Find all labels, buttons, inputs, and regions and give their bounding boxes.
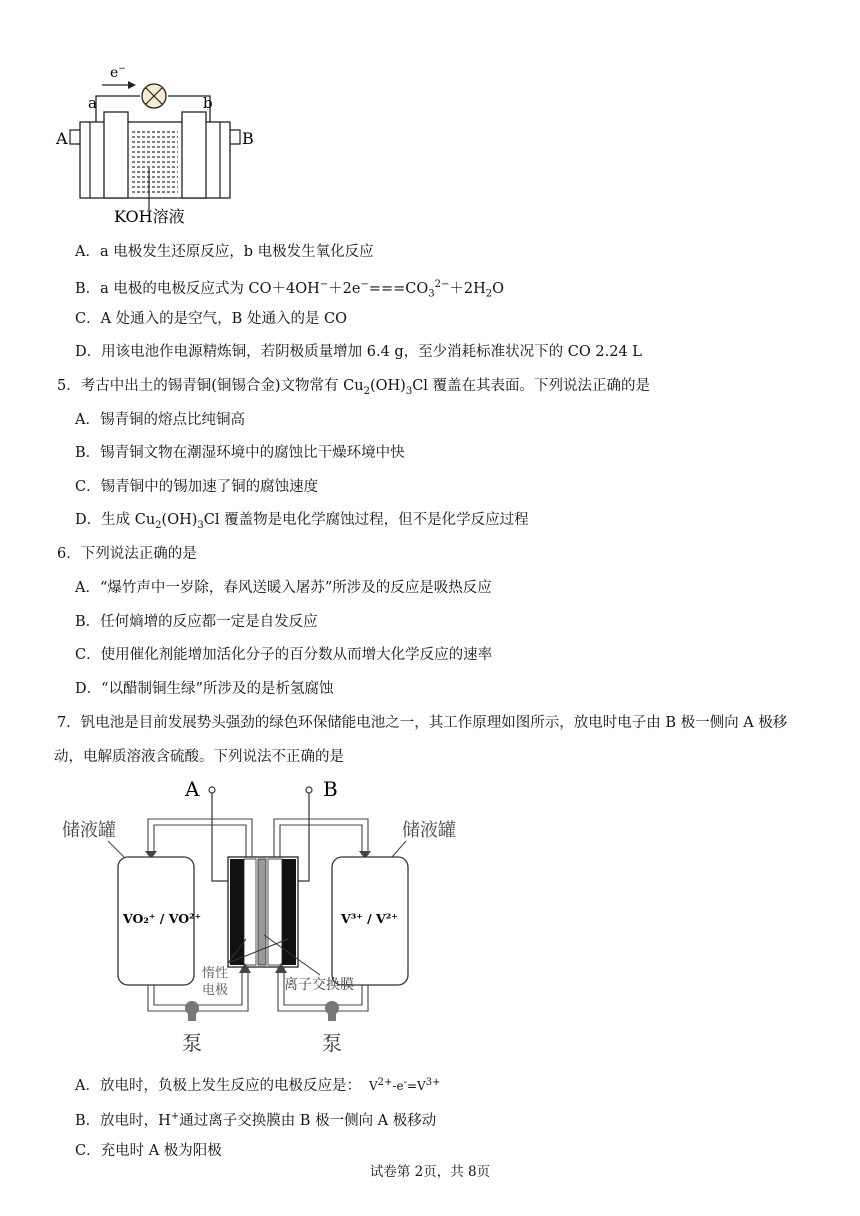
- q4-option-a: A．a 电极发生还原反应，b 电极发生氧化反应: [75, 244, 374, 260]
- electron-label: e−: [110, 64, 126, 81]
- terminal-b: B: [323, 777, 338, 801]
- q5-option-a: A．锡青铜的熔点比纯铜高: [75, 412, 245, 428]
- koh-solution: [132, 132, 178, 192]
- tank-left-label: 储液罐: [62, 820, 116, 841]
- tank-right-label: 储液罐: [402, 820, 456, 841]
- pump-left-icon: [185, 1001, 199, 1021]
- q6-option-b: B．任何熵增的反应都一定是自发反应: [75, 614, 318, 630]
- q7-option-a: A．放电时，负极上发生反应的电极反应是： $V^{2+}-e^-=V^{3+}$: [75, 1077, 441, 1094]
- inert-electrode-label-2: 电极: [202, 983, 229, 998]
- pump-left-label: 泵: [182, 1031, 202, 1055]
- page-footer: 试卷第 2页，共 8页: [369, 1164, 491, 1180]
- terminal-a: A: [185, 777, 200, 801]
- q5-option-d: D．生成 $Cu_2(OH)_3Cl$ 覆盖物是电化学腐蚀过程，但不是化学反应过程: [75, 512, 529, 531]
- right-solution: V³⁺ / V²⁺: [341, 911, 398, 926]
- label-b: b: [203, 94, 213, 112]
- q5-option-b: B．锡青铜文物在潮湿环境中的腐蚀比干燥环境中快: [75, 445, 405, 461]
- q4-option-b: B．a 电极的电极反应式为 $CO+4OH^-+2e^-===CO_3^{2-}+2H_2O$: [75, 279, 505, 300]
- left-solution: VO₂⁺ / VO²⁺: [123, 911, 202, 926]
- q5-option-c: C．锡青铜中的锡加速了铜的腐蚀速度: [75, 479, 319, 495]
- q6-stem: 6．下列说法正确的是: [57, 546, 197, 562]
- inert-electrode-label-1: 惰性: [202, 966, 229, 981]
- cell-stack: [228, 857, 298, 967]
- q4-option-d: D．用该电池作电源精炼铜，若阴极质量增加 6.4 g，至少消耗标准状况下的 CO 2.24 L: [75, 344, 642, 360]
- lamp-icon: [142, 84, 166, 108]
- pump-right-label: 泵: [322, 1031, 342, 1055]
- vanadium-battery-diagram: [52, 775, 482, 1060]
- q6-option-d: D．“以醋制铜生绿”所涉及的是析氢腐蚀: [75, 681, 334, 697]
- q6-option-c: C．使用催化剂能增加活化分子的百分数从而增大化学反应的速率: [75, 647, 493, 663]
- membrane-label: 离子交换膜: [284, 977, 354, 993]
- q5-stem: 5．考古中出土的锡青铜(铜锡合金)文物常有 $Cu_2(OH)_3Cl$ 覆盖在其表面。下列说法正确的是: [57, 378, 651, 397]
- pump-right-icon: [325, 1001, 339, 1021]
- label-B: B: [242, 129, 254, 148]
- q7-stem-line1: 7．钒电池是目前发展势头强劲的绿色环保储能电池之一，其工作原理如图所示，放电时电子由 B 极一侧向 A 极移: [57, 715, 788, 731]
- label-A: A: [56, 129, 68, 148]
- q7-option-c: C．充电时 A 极为阳极: [75, 1143, 222, 1159]
- solution-label: KOH溶液: [114, 207, 185, 226]
- label-a: a: [88, 94, 97, 112]
- q4-option-c: C．A 处通入的是空气，B 处通入的是 CO: [75, 311, 348, 327]
- q6-option-a: A．“爆竹声中一岁除，春风送暖入屠苏”所涉及的反应是吸热反应: [75, 580, 492, 596]
- q7-stem-line2: 动，电解质溶液含硫酸。下列说法不正确的是: [54, 749, 344, 765]
- q7-option-b: B．放电时，H+通过离子交换膜由 B 极一侧向 A 极移动: [75, 1111, 437, 1129]
- fuel-cell-diagram: [52, 60, 262, 230]
